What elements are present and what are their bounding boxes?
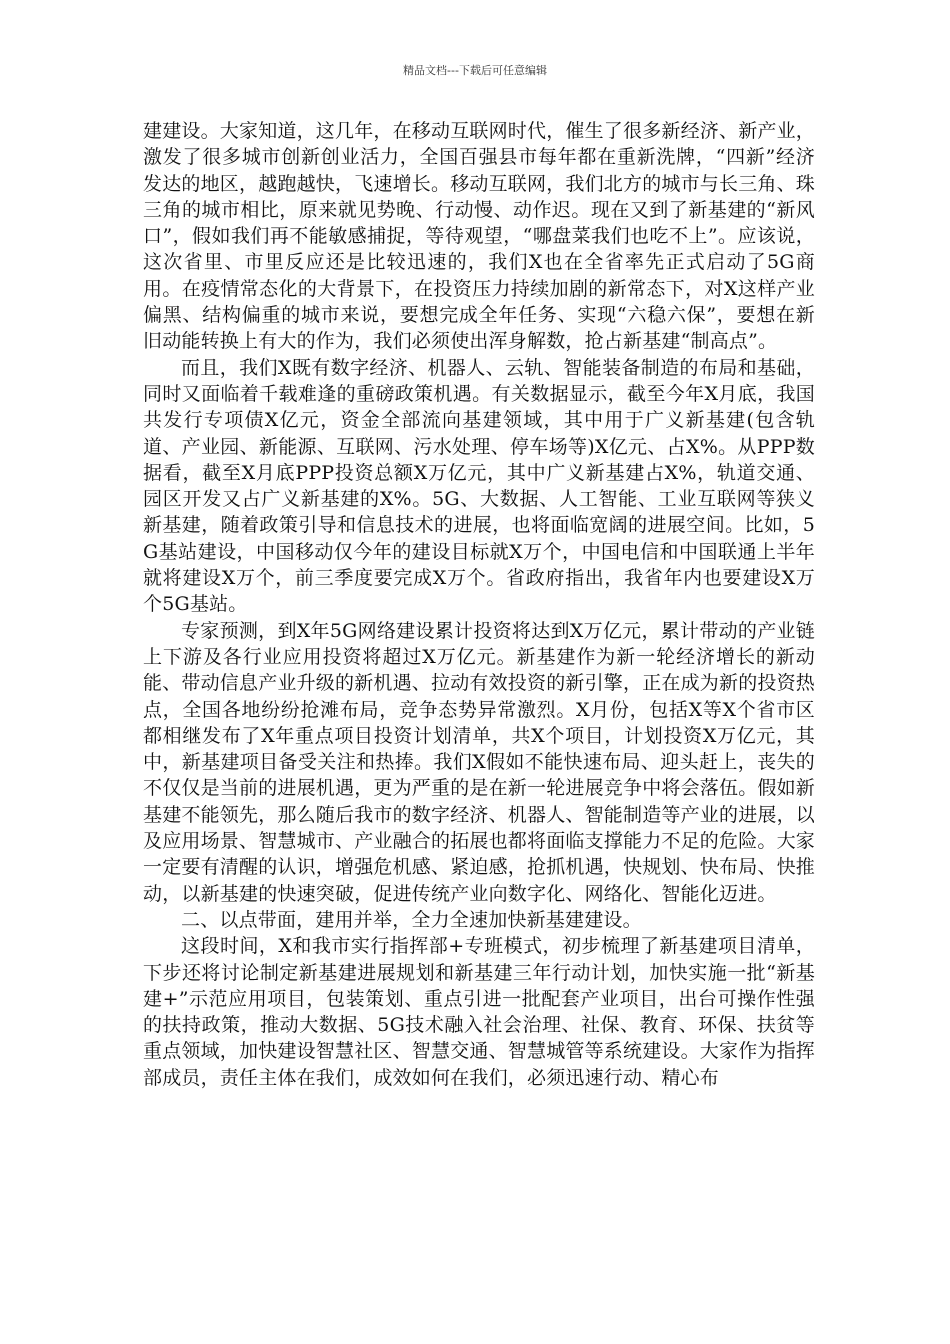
paragraph-1: 建建设。大家知道，这几年，在移动互联网时代，催生了很多新经济、新产业，激发了很多城市创新创业活力，全国百强县市每年都在重新洗牌，“四新”经济发达的地区，越跑越快，飞速增长。移动互联网，我们北方的城市与长三角、珠三角的城市相比，原来就见势晚、行动慢、动作迟。现在又到了新基建的“新风口”，假如我们再不能敏感捕捉，等待观望，“哪盘菜我们也吃不上”。应该说，这次省里、市里反应还是比较迅速的，我们X也在全省率先正式启动了5G商用。在疫情常态化的大背景下，在投资压力持续加剧的新常态下，对X这样产业偏黑、结构偏重的城市来说，要想完成全年任务、实现“六稳六保”，要想在新旧动能转换上有大的作为，我们必须使出浑身解数，抢占新基建“制高点”。 — [143, 120, 816, 353]
paragraph-3: 专家预测，到X年5G网络建设累计投资将达到X万亿元，累计带动的产业链上下游及各行业应用投资将超过X万亿元。新基建作为新一轮经济增长的新动能、带动信息产业升级的新机遇、拉动有效投资的新引擎，正在成为新的投资热点，全国各地纷纷抢滩布局，竞争态势异常激烈。X月份，包括X等X个省市区都相继发布了X年重点项目投资计划清单，共X个项目，计划投资X万亿元，其中，新基建项目备受关注和热捧。我们X假如不能快速布局、迎头赶上，丧失的不仅仅是当前的进展机遇，更为严重的是在新一轮进展竞争中将会落伍。假如新基建不能领先，那么随后我市的数字经济、机器人、智能制造等产业的进展，以及应用场景、智慧城市、产业融合的拓展也都将面临支撑能力不足的危险。大家一定要有清醒的认识，增强危机感、紧迫感，抢抓机遇，快规划、快布局、快推动，以新基建的快速突破，促进传统产业向数字化、网络化、智能化迈进。 — [143, 619, 816, 905]
page-header: 精品文档---下载后可任意编辑 — [403, 64, 547, 77]
paragraph-4: 这段时间，X和我市实行指挥部+专班模式，初步梳理了新基建项目清单，下步还将讨论制定新基建进展规划和新基建三年行动计划，加快实施一批“新基建+”示范应用项目，包装策划、重点引进一批配套产业项目，出台可操作性强的扶持政策，推动大数据、5G技术融入社会治理、社保、教育、环保、扶贫等重点领域，加快建设智慧社区、智慧交通、智慧城管等系统建设。大家作为指挥部成员，责任主体在我们，成效如何在我们，必须迅速行动、精心布 — [143, 935, 816, 1089]
section-heading-2: 二、以点带面，建用并举，全力全速加快新基建建设。 — [181, 908, 642, 931]
document-body — [143, 118, 815, 1091]
paragraph-2: 而且，我们X既有数字经济、机器人、云轨、智能装备制造的布局和基础，同时又面临着千载难逢的重磅政策机遇。有关数据显示，截至今年X月底，我国共发行专项债X亿元，资金全部流向基建领域，其中用于广义新基建(包含轨道、产业园、新能源、互联网、污水处理、停车场等)X亿元、占X%。从PPP数据看，截至X月底PPP投资总额X万亿元，其中广义新基建占X%，轨道交通、园区开发又占广义新基建的X%。5G、大数据、人工智能、工业互联网等狭义新基建，随着政策引导和信息技术的进展，也将面临宽阔的进展空间。比如，5G基站建设，中国移动仅今年的建设目标就X万个，中国电信和中国联通上半年就将建设X万个，前三季度要完成X万个。省政府指出，我省年内也要建设X万个5G基站。 — [143, 356, 815, 616]
